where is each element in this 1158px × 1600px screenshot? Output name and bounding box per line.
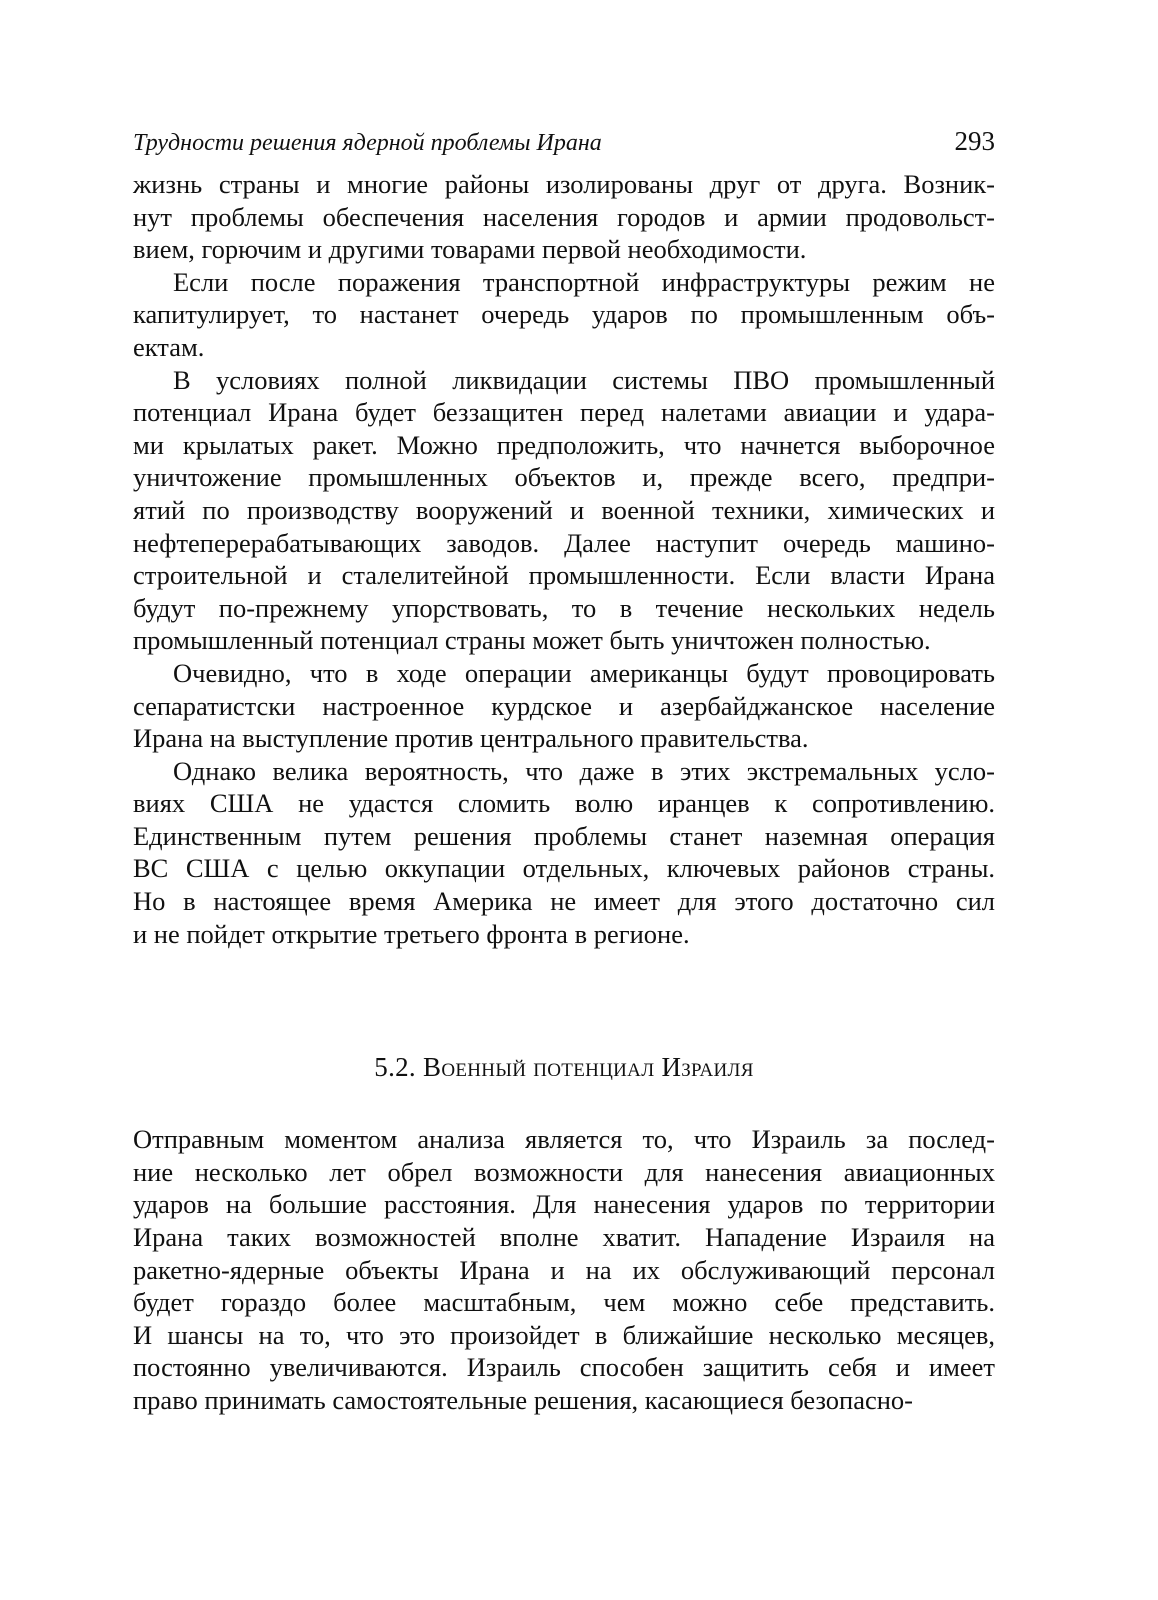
text-line: вием, горючим и другими товарами первой необходимости.: [133, 234, 807, 265]
text-line: сепаратистски настроенное курдское и азербайджанское население: [133, 690, 995, 721]
text-line: нефтеперерабатывающих заводов. Далее наступит очередь машино-: [133, 527, 995, 558]
text-line: ударов на большие расстояния. Для нанесения ударов по территории: [133, 1189, 995, 1220]
text-line: строительной и сталелитейной промышленности. Если власти Ирана: [133, 560, 995, 591]
section-title: Военный потенциал Израиля: [423, 1052, 754, 1083]
text-line: Единственным путем решения проблемы станет наземная операция: [133, 820, 995, 851]
text-line: и не пойдет открытие третьего фронта в регионе.: [133, 918, 690, 949]
text-line: постоянно увеличиваются. Израиль способен защитить себя и имеет: [133, 1352, 995, 1383]
text-line: будут по-прежнему упорствовать, то в течение нескольких недель: [133, 592, 995, 623]
text-line: Очевидно, что в ходе операции американцы будут провоцировать: [173, 657, 995, 688]
text-line: Ирана таких возможностей вполне хватит. Нападение Израиля на: [133, 1222, 995, 1253]
section-heading: [133, 1052, 995, 1083]
running-header: [133, 126, 995, 168]
text-line: ние несколько лет обрел возможности для нанесения авиационных: [133, 1156, 995, 1187]
section-number: 5.2.: [374, 1052, 416, 1083]
text-line: Ирана на выступление против центрального правительства.: [133, 723, 809, 754]
text-line: жизнь страны и многие районы изолированы друг от друга. Возник-: [133, 169, 995, 199]
text-line: ракетно-ядерные объекты Ирана и на их обслуживающий персонал: [133, 1254, 995, 1285]
book-page: [133, 126, 995, 1417]
text-line: уничтожение промышленных объектов и, прежде всего, предпри-: [133, 462, 995, 493]
text-line: право принимать самостоятельные решения, касающиеся безопасно-: [133, 1385, 914, 1415]
text-line: Если после поражения транспортной инфраструктуры режим не: [173, 266, 995, 297]
section-text: [133, 1123, 995, 1416]
text-line: В условиях полной ликвидации системы ПВО промышленный: [173, 364, 995, 395]
text-line: Однако велика вероятность, что даже в этих экстремальных усло-: [173, 755, 995, 786]
page-number: 293: [954, 126, 995, 156]
running-title: Трудности решения ядерной проблемы Ирана: [133, 130, 602, 156]
paragraph: [133, 657, 995, 755]
text-line: ятий по производству вооружений и военной техники, химических и: [133, 494, 995, 525]
text-line: нут проблемы обеспечения населения городов и армии продовольст-: [133, 201, 995, 232]
paragraph: [133, 1123, 995, 1416]
paragraph: [133, 364, 995, 657]
text-line: ВС США с целью оккупации отдельных, ключевых районов страны.: [133, 853, 995, 884]
text-line: ми крылатых ракет. Можно предположить, что начнется выборочное: [133, 429, 995, 460]
text-line: промышленный потенциал страны может быть уничтожен полностью.: [133, 625, 931, 656]
text-line: будет гораздо более масштабным, чем можно себе представить.: [133, 1287, 995, 1318]
text-line: И шансы на то, что это произойдет в ближайшие несколько месяцев,: [133, 1319, 995, 1350]
text-line: ектам.: [133, 331, 205, 362]
paragraph: [133, 168, 995, 266]
text-line: капитулирует, то настанет очередь ударов по промышленным объ-: [133, 299, 995, 330]
paragraph: [133, 755, 995, 951]
text-line: виях США не удастся сломить волю иранцев к сопротивлению.: [133, 788, 995, 819]
text-line: Отправным моментом анализа является то, что Израиль за послед-: [133, 1124, 995, 1155]
text-line: Но в настоящее время Америка не имеет для этого достаточно сил: [133, 886, 995, 917]
text-line: потенциал Ирана будет беззащитен перед налетами авиации и удара-: [133, 397, 995, 428]
body-text: [133, 168, 995, 950]
paragraph: [133, 266, 995, 364]
